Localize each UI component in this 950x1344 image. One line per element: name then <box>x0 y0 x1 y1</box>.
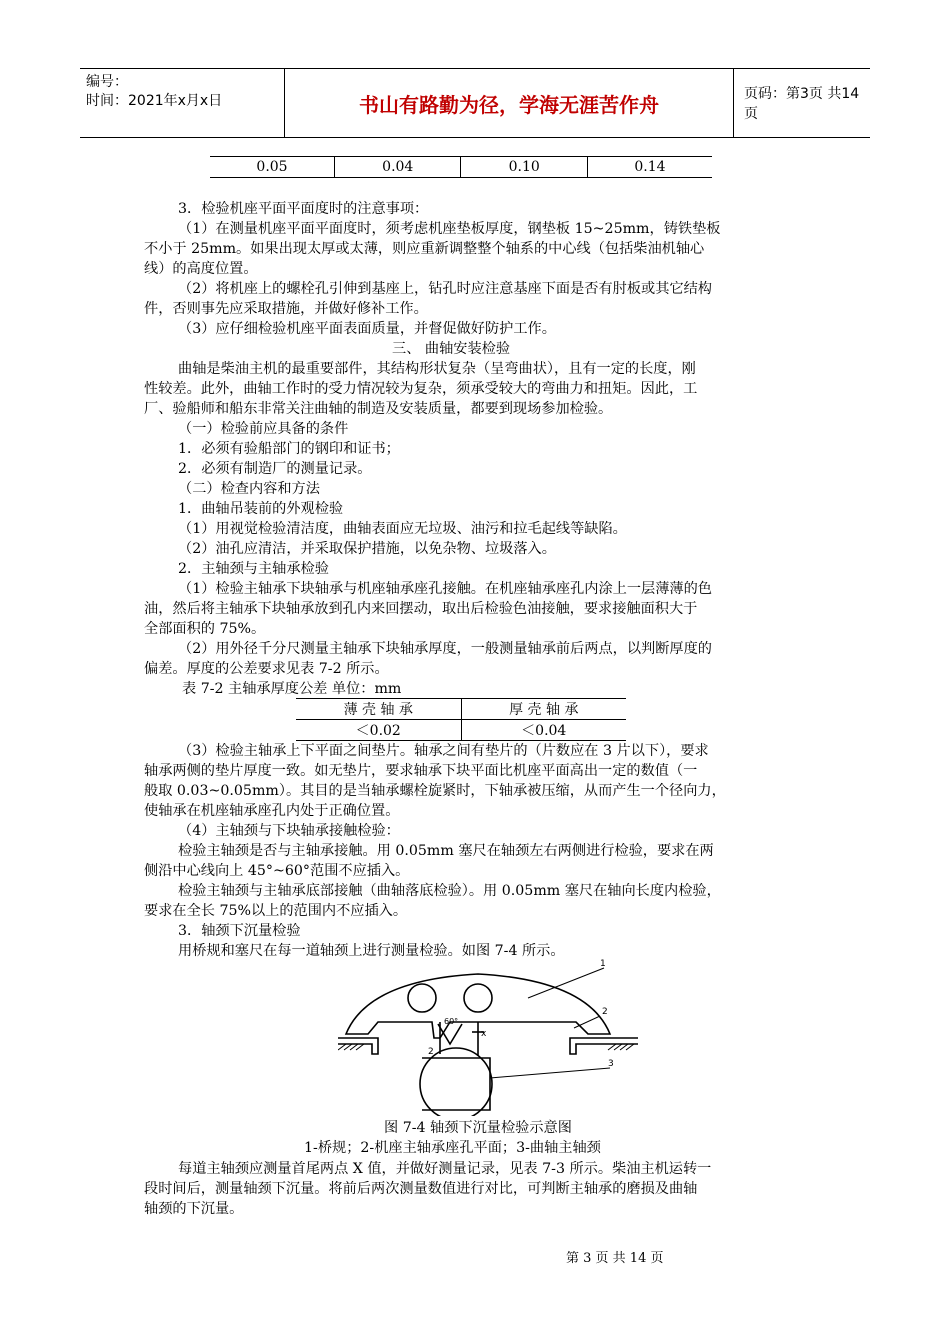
gauge-hole-left <box>408 984 436 1012</box>
figure-7-4 <box>338 958 638 1116</box>
paragraph-line: 侧沿中心线向上 45°~60°范围不应插入。 <box>144 863 410 879</box>
list-item: （1）用视觉检验清洁度，曲轴表面应无垃圾、油污和拉毛起线等缺陷。 <box>178 521 627 537</box>
table-top-fragment <box>210 156 712 178</box>
paragraph-line: 检验主轴颈与主轴承底部接触（曲轴落底检验）。用 0.05mm 塞尺在轴向长度内检验， <box>178 883 721 899</box>
paragraph-line: 般取 0.03~0.05mm）。其目的是当轴承螺栓旋紧时，下轴承被压缩，从而产生一个径向力， <box>144 783 726 799</box>
header-motto-cell <box>284 69 734 137</box>
table-cell: ＜0.02 <box>296 720 461 741</box>
journal-section <box>422 1058 490 1110</box>
list-item: 2．必须有制造厂的测量记录。 <box>178 461 372 477</box>
gauge-hole-right <box>464 984 492 1012</box>
header-date-label: 时间：2021年x月x日 <box>86 93 223 109</box>
section-title: 三、 曲轴安装检验 <box>392 341 511 357</box>
header-motto: 书山有路勤为径，学海无涯苦作舟 <box>359 92 659 117</box>
table-header-cell: 薄 壳 轴 承 <box>296 699 461 720</box>
header-number-label: 编号： <box>86 74 128 90</box>
list-item: 1．必须有验船部门的钢印和证书； <box>178 441 400 457</box>
paragraph-line: 轴承两侧的垫片厚度一致。如无垫片，要求轴承下块平面比机座平面高出一定的数值（一 <box>144 763 698 779</box>
paragraph-line: 油，然后将主轴承下块轴承放到孔内来回摆动，取出后检验色油接触，要求接触面积大于 <box>144 601 698 617</box>
base-seat-right <box>570 1038 638 1054</box>
table-caption: 表 7-2 主轴承厚度公差 单位：mm <box>182 681 402 697</box>
page-header <box>80 68 870 138</box>
table-header-cell: 厚 壳 轴 承 <box>461 699 626 720</box>
paragraph-line: 使轴承在机座轴承座孔内处于正确位置。 <box>144 803 400 819</box>
table-7-2 <box>296 698 626 741</box>
paragraph-line: （4）主轴颈与下块轴承接触检验： <box>178 823 400 839</box>
list-item: （2）油孔应清洁，并采取保护措施，以免杂物、垃圾落入。 <box>178 541 556 557</box>
section-heading: 3．检验机座平面平面度时的注意事项： <box>178 201 429 217</box>
paragraph-line: 要求在全长 75%以上的范围内不应插入。 <box>144 903 408 919</box>
paragraph-line: 轴颈的下沉量。 <box>144 1201 244 1217</box>
table-cell: ＜0.04 <box>461 720 626 741</box>
table-cell: 0.05 <box>210 157 335 178</box>
figure-legend: 1-桥规；2-机座主轴承座孔平面；3-曲轴主轴颈 <box>304 1140 601 1156</box>
callout-1: 1 <box>600 959 606 969</box>
paragraph-line: 检验主轴颈是否与主轴承接触。用 0.05mm 塞尺在轴颈左右两侧进行检验，要求在两 <box>178 843 714 859</box>
paragraph-line: 线）的高度位置。 <box>144 261 258 277</box>
table-header-row <box>296 699 626 720</box>
paragraph-line: 偏差。厚度的公差要求见表 7-2 所示。 <box>144 661 389 677</box>
subsection-heading: （二）检查内容和方法 <box>178 481 320 497</box>
paragraph-line: （1）检验主轴承下块轴承与机座轴承座孔接触。在机座轴承座孔内涂上一层薄薄的色 <box>178 581 712 597</box>
callout-3: 3 <box>608 1059 614 1069</box>
paragraph-line: 全部面积的 75%。 <box>144 621 266 637</box>
paragraph-line: （3）检验主轴承上下平面之间垫片。轴承之间有垫片的（片数应在 3 片以下），要求 <box>178 743 709 759</box>
paragraph-line: （2）用外径千分尺测量主轴承下块轴承厚度，一般测量轴承前后两点，以判断厚度的 <box>178 641 712 657</box>
paragraph-line: （2）将机座上的螺栓孔引伸到基座上，钻孔时应注意基座下面是否有肘板或其它结构 <box>178 281 712 297</box>
header-meta <box>80 69 284 137</box>
callout-2: 2 <box>602 1007 608 1017</box>
paragraph-line: 性较差。此外，曲轴工作时的受力情况较为复杂，须承受较大的弯曲力和扭矩。因此，工 <box>144 381 698 397</box>
paragraph-line: 曲轴是柴油主机的最重要部件，其结构形状复杂（呈弯曲状），且有一定的长度，刚 <box>178 361 696 377</box>
paragraph-line: 不小于 25mm。如果出现太厚或太薄，则应重新调整整个轴系的中心线（包括柴油机轴心 <box>144 241 705 257</box>
paragraph-line: 段时间后，测量轴颈下沉量。将前后两次测量数值进行对比，可判断主轴承的磨损及曲轴 <box>144 1181 698 1197</box>
leader-line-3 <box>490 1068 610 1078</box>
table-row <box>210 157 712 178</box>
list-item: 2．主轴颈与主轴承检验 <box>178 561 329 577</box>
table-cell: 0.04 <box>335 157 461 178</box>
list-item: 3．轴颈下沉量检验 <box>178 923 301 939</box>
subsection-heading: （一）检验前应具备的条件 <box>178 421 349 437</box>
page-footer: 第 3 页 共 14 页 <box>566 1251 664 1266</box>
angle-label: 60° <box>444 1017 459 1026</box>
mark-x: x <box>481 1029 487 1039</box>
paragraph-line: 用桥规和塞尺在每一道轴颈上进行测量检验。如图 7-4 所示。 <box>178 943 565 959</box>
list-item: 1．曲轴吊装前的外观检验 <box>178 501 344 517</box>
table-cell: 0.14 <box>587 157 712 178</box>
table-row <box>296 720 626 741</box>
leader-line-2 <box>574 1016 600 1028</box>
figure-caption: 图 7-4 轴颈下沉量检验示意图 <box>384 1120 572 1136</box>
paragraph-line: 厂、验船师和船东非常关注曲轴的制造及安装质量，都要到现场参加检验。 <box>144 401 613 417</box>
paragraph-line: 件，否则事先应采取措施，并做好修补工作。 <box>144 301 428 317</box>
paragraph-line: （3）应仔细检验机座平面表面质量，并督促做好防护工作。 <box>178 321 556 337</box>
paragraph-line: （1）在测量机座平面平面度时，须考虑机座垫板厚度，钢垫板 15~25mm，铸铁垫板 <box>178 221 721 237</box>
paragraph-line: 每道主轴颈应测量首尾两点 X 值，并做好测量记录，见表 7-3 所示。柴油主机运转一 <box>178 1161 712 1177</box>
mark-2: 2 <box>428 1047 434 1057</box>
table-cell: 0.10 <box>461 157 587 178</box>
header-page-info: 页码：第3页 共14页 <box>744 86 860 122</box>
